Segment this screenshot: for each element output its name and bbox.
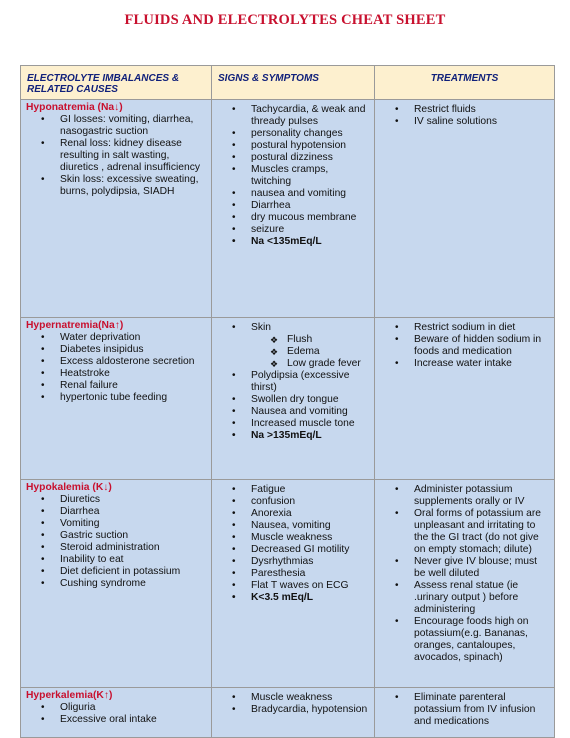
list-item: • Anorexia <box>251 508 370 520</box>
header-causes: ELECTROLYTE IMBALANCES & RELATED CAUSES <box>21 66 212 100</box>
list-item: • K<3.5 mEq/L <box>251 592 370 604</box>
list-item: • Vomiting <box>60 518 207 530</box>
signs-list <box>217 322 370 442</box>
list-item: • hypertonic tube feeding <box>60 392 207 404</box>
header-treatments: TREATMENTS <box>375 66 555 100</box>
list-item: • IV saline solutions <box>414 116 550 128</box>
list-item: • Beware of hidden sodium in foods and medication <box>414 334 550 358</box>
list-item: • Na >135mEq/L <box>251 430 370 442</box>
list-item: • Na <135mEq/L <box>251 236 370 248</box>
list-item: • Nausea and vomiting <box>251 406 370 418</box>
list-item: • Assess renal statue (ie .urinary output ) before administering <box>414 580 550 616</box>
sub-list <box>251 334 370 370</box>
list-item: • Diabetes insipidus <box>60 344 207 356</box>
list-item: • confusion <box>251 496 370 508</box>
list-item <box>251 322 370 370</box>
cheat-sheet-table <box>20 65 555 738</box>
list-item: • Diarrhea <box>60 506 207 518</box>
list-item: • Flat T waves on ECG <box>251 580 370 592</box>
list-item: • Heatstroke <box>60 368 207 380</box>
electrolyte-name: Hyperkalemia(K↑) <box>26 690 113 701</box>
list-item: • Diet deficient in potassium <box>60 566 207 578</box>
treatments-list <box>380 692 550 728</box>
table-row <box>21 688 555 738</box>
sub-list-item: ❖ Flush <box>287 334 370 346</box>
list-item: • Increase water intake <box>414 358 550 370</box>
list-item: • Restrict sodium in diet <box>414 322 550 334</box>
causes-cell <box>21 318 212 480</box>
list-item: • Diuretics <box>60 494 207 506</box>
treatments-list <box>380 322 550 370</box>
signs-list <box>217 104 370 248</box>
header-row <box>21 66 555 100</box>
list-item: • Bradycardia, hypotension <box>251 704 370 716</box>
list-item: • Steroid administration <box>60 542 207 554</box>
list-item: • Water deprivation <box>60 332 207 344</box>
list-item: • Diarrhea <box>251 200 370 212</box>
causes-list <box>26 494 207 590</box>
signs-cell <box>212 688 375 738</box>
list-item: • Eliminate parenteral potassium from IV infusion and medications <box>414 692 550 728</box>
list-item: • Paresthesia <box>251 568 370 580</box>
list-item: • nausea and vomiting <box>251 188 370 200</box>
electrolyte-name: Hypernatremia(Na↑) <box>26 320 124 331</box>
table-row <box>21 100 555 318</box>
list-item: • Nausea, vomiting <box>251 520 370 532</box>
list-item: • Administer potassium supplements orally or IV <box>414 484 550 508</box>
signs-list <box>217 692 370 716</box>
list-item: • Muscles cramps, twitching <box>251 164 370 188</box>
treatments-cell <box>375 480 555 688</box>
list-item: • Polydipsia (excessive thirst) <box>251 370 370 394</box>
causes-list <box>26 332 207 404</box>
list-item: • Swollen dry tongue <box>251 394 370 406</box>
signs-cell <box>212 100 375 318</box>
list-item: • Encourage foods high on potassium(e.g. Bananas, oranges, cantaloupes, avocados, spinach) <box>414 616 550 664</box>
list-item: • Muscle weakness <box>251 692 370 704</box>
list-item: • Cushing syndrome <box>60 578 207 590</box>
electrolyte-name: Hyponatremia (Na↓) <box>26 102 123 113</box>
list-item: • Renal loss: kidney disease resulting in salt wasting, diuretics , adrenal insufficiency <box>60 138 207 174</box>
list-item: • personality changes <box>251 128 370 140</box>
causes-cell <box>21 480 212 688</box>
list-item: • seizure <box>251 224 370 236</box>
list-item: • Increased muscle tone <box>251 418 370 430</box>
signs-cell <box>212 480 375 688</box>
list-item: • Skin loss: excessive sweating, burns, polydipsia, SIADH <box>60 174 207 198</box>
list-item: • Tachycardia, & weak and thready pulses <box>251 104 370 128</box>
list-item: • Decreased GI motility <box>251 544 370 556</box>
page-title: FLUIDS AND ELECTROLYTES CHEAT SHEET <box>124 12 446 28</box>
table-row <box>21 318 555 480</box>
list-item: • Renal failure <box>60 380 207 392</box>
electrolyte-name: Hypokalemia (K↓) <box>26 482 112 493</box>
list-item: • dry mucous membrane <box>251 212 370 224</box>
table-row <box>21 480 555 688</box>
list-item: • Inability to eat <box>60 554 207 566</box>
list-item: • postural dizziness <box>251 152 370 164</box>
signs-list <box>217 484 370 604</box>
treatments-cell <box>375 100 555 318</box>
list-item: • Oliguria <box>60 702 207 714</box>
list-item: • Muscle weakness <box>251 532 370 544</box>
list-item: • Fatigue <box>251 484 370 496</box>
list-item: • Excess aldosterone secretion <box>60 356 207 368</box>
header-signs: SIGNS & SYMPTOMS <box>212 66 375 100</box>
sub-list-item: ❖ Edema <box>287 346 370 358</box>
causes-cell <box>21 688 212 738</box>
causes-list <box>26 114 207 198</box>
signs-cell <box>212 318 375 480</box>
treatments-list <box>380 484 550 664</box>
treatments-cell <box>375 688 555 738</box>
list-item: • Restrict fluids <box>414 104 550 116</box>
treatments-list <box>380 104 550 128</box>
list-item: • Oral forms of potassium are unpleasant and irritating to the the GI tract (do not give on empty stomach; dilute) <box>414 508 550 556</box>
list-item: • GI losses: vomiting, diarrhea, nasogastric suction <box>60 114 207 138</box>
sub-list-item: ❖ Low grade fever <box>287 358 370 370</box>
list-item: • postural hypotension <box>251 140 370 152</box>
list-item-label: Skin <box>251 322 272 333</box>
treatments-cell <box>375 318 555 480</box>
list-item: • Never give IV blouse; must be well diluted <box>414 556 550 580</box>
list-item: • Excessive oral intake <box>60 714 207 726</box>
causes-cell <box>21 100 212 318</box>
causes-list <box>26 702 207 726</box>
list-item: • Gastric suction <box>60 530 207 542</box>
list-item: • Dysrhythmias <box>251 556 370 568</box>
